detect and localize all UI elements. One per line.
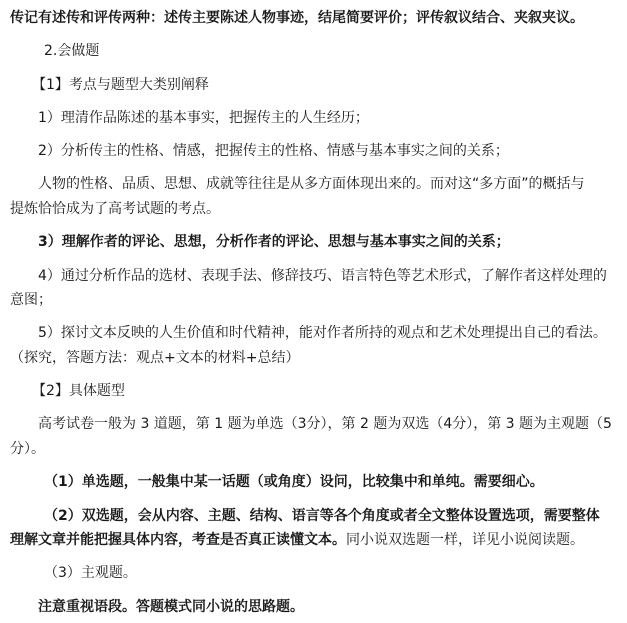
double-choice-line-1: （2）双选题，会从内容、主题、结构、语言等各个角度或者全文整体设置选项，需要整体	[44, 507, 600, 524]
exam-info-line-1: 高考试卷一般为 3 道题，第 1 题为单选（3分），第 2 题为双选（4分），第 3 题为主观题（5	[38, 416, 612, 433]
subheading-1: 【1】考点与题型大类别阐释	[32, 76, 209, 93]
double-choice-line-2	[10, 528, 621, 553]
subjective-item: （3）主观题。	[44, 565, 137, 582]
exam-info-line-2: 分）。	[10, 440, 45, 457]
paragraph-line-2: 提炼恰恰成为了高考试题的考点。	[10, 200, 220, 217]
point-4-line-2: 意图；	[10, 292, 52, 309]
paragraph-line-1: 人物的性格、品质、思想、成就等往往是从多方面体现出来的。而对这“多方面”的概括与	[38, 176, 585, 193]
double-choice-bold-part: 理解文章并能把握具体内容，考查是否真正读懂文本。	[10, 532, 346, 549]
point-5-line-2: （探究，答题方法：观点+文本的材料+总结）	[10, 349, 300, 366]
single-choice-item: （1）单选题，一般集中某一话题（或角度）设问，比较集中和单纯。需要细心。	[44, 474, 544, 491]
closing-note: 注意重视语段。答题模式同小说的思路题。	[38, 598, 304, 615]
intro-sentence: 传记有述传和评传两种：述传主要陈述人物事迹，结尾简要评价；评传叙议结合、夹叙夹议。	[10, 10, 584, 26]
subheading-2: 【2】具体题型	[32, 383, 125, 400]
point-5-line-1: 5）探讨文本反映的人生价值和时代精神，能对作者所持的观点和艺术处理提出自己的看法。	[38, 325, 607, 342]
section-heading-2: 2.会做题	[44, 43, 100, 60]
point-4-line-1: 4）通过分析作品的选材、表现手法、修辞技巧、语言特色等艺术形式，了解作者这样处理的	[38, 267, 607, 284]
point-1: 1）理清作品陈述的基本事实，把握传主的人生经历；	[38, 109, 369, 126]
double-choice-normal-part: 同小说双选题一样，详见小说阅读题。	[346, 532, 584, 549]
point-3: 3）理解作者的评论、思想，分析作者的评论、思想与基本事实之间的关系；	[38, 234, 510, 251]
point-2: 2）分析传主的性格、情感，把握传主的性格、情感与基本事实之间的关系；	[38, 143, 509, 160]
